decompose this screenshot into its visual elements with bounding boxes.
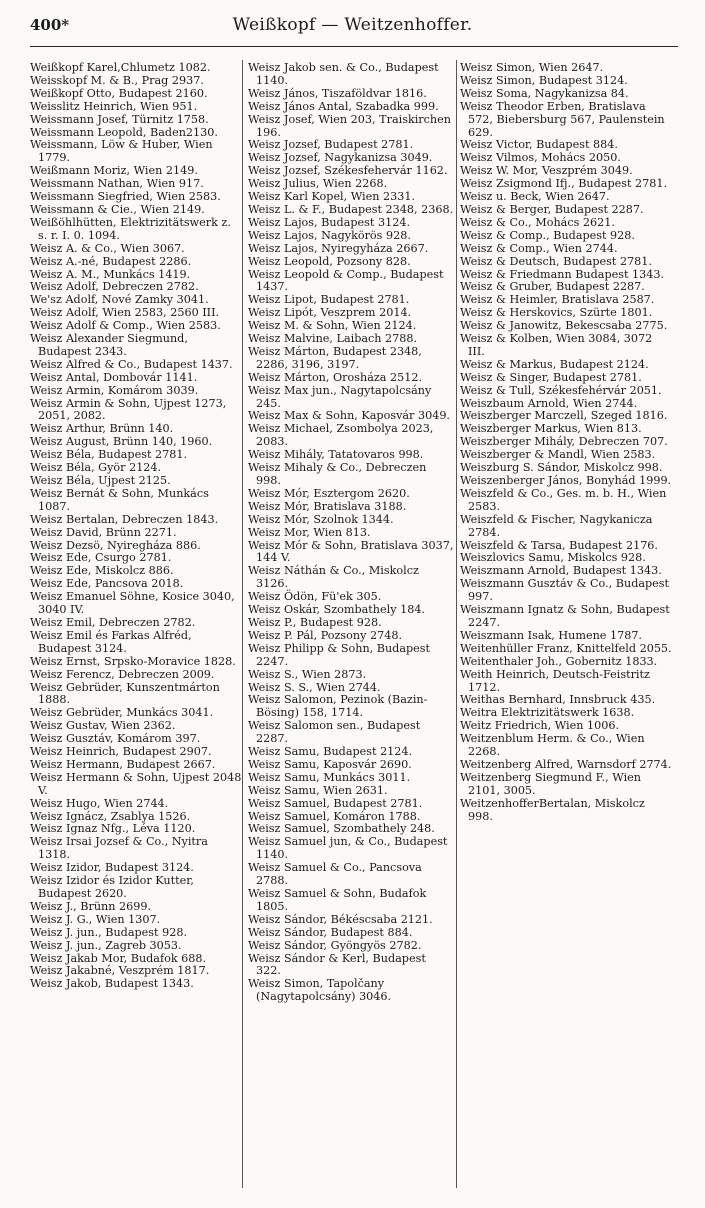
directory-entry: Weisz Vilmos, Mohács 2050. xyxy=(460,151,621,165)
directory-entry: Weissmann Josef, Türnitz 1758. xyxy=(30,112,209,126)
directory-entry: WeitzenhofferBertalan, Miskolcz 998. xyxy=(460,796,645,823)
directory-entry: Weisz & Comp., Wien 2744. xyxy=(460,241,618,255)
directory-entry: Weisz Dezsö, Nyiregháza 886. xyxy=(30,538,201,552)
directory-entry: Weisz Márton, Orosháza 2512. xyxy=(248,370,423,384)
directory-entry: Weisz M. & Sohn, Wien 2124. xyxy=(248,319,417,333)
directory-column-1 xyxy=(30,62,242,991)
header-rule xyxy=(30,46,678,47)
directory-entry: Weisz Jozsef, Nagykanizsa 3049. xyxy=(248,151,433,165)
directory-entry: Weiszberger Marczell, Szeged 1816. xyxy=(460,409,668,423)
directory-entry: Weisz & Heimler, Bratislava 2587. xyxy=(460,293,655,307)
directory-entry: Weisz Julius, Wien 2268. xyxy=(248,177,388,191)
directory-entry: Weisz Béla, Ujpest 2125. xyxy=(30,474,171,487)
directory-entry: Weisz David, Brünn 2271. xyxy=(30,525,177,539)
directory-entry: Weisz János, Tiszaföldvar 1816. xyxy=(248,86,427,100)
directory-entry: Weisz Bertalan, Debreczen 1843. xyxy=(30,512,219,526)
directory-entry: Weisz Sándor, Békéscsaba 2121. xyxy=(248,912,433,926)
directory-entry: Weisz A.-né, Budapest 2286. xyxy=(30,254,192,268)
directory-entry: Weisz Max jun., Nagytapolcsány 245. xyxy=(248,383,432,410)
directory-entry: Weisz Gebrüder, Kunszentmárton 1888. xyxy=(30,680,220,707)
directory-entry: Weisz János Antal, Szabadka 999. xyxy=(248,99,439,113)
directory-entry: Weisz Lajos, Nyiregyháza 2667. xyxy=(248,241,429,255)
directory-entry: Weisz August, Brünn 140, 1960. xyxy=(30,435,213,449)
directory-entry: Weisz Samuel & Co., Pancsova 2788. xyxy=(248,861,422,888)
directory-entry: Weisz Salomon sen., Budapest 2287. xyxy=(248,719,421,746)
directory-entry: Weisz Ede, Pancsova 2018. xyxy=(30,577,184,591)
directory-entry: Weissmann Siegfried, Wien 2583. xyxy=(30,190,221,204)
directory-entry: Weisz Jozsef, Székesfehervár 1162. xyxy=(248,164,448,178)
directory-entry: Weisz Adolf, Wien 2583, 2560 III. xyxy=(30,306,220,320)
directory-entry: Weisz W. Mor, Veszprém 3049. xyxy=(460,164,633,178)
directory-entry: Weisz Béla, Budapest 2781. xyxy=(30,448,188,462)
directory-entry: Weisz Emanuel Söhne, Kosice 3040, 3040 IV. xyxy=(30,590,235,617)
directory-entry: Weisz L. & F., Budapest 2348, 2368. xyxy=(248,202,454,216)
directory-entry: Weisz Bernát & Sohn, Munkács 1087. xyxy=(30,486,209,513)
directory-entry: Weisz Irsai Jozsef & Co., Nyitra 1318. xyxy=(30,835,208,862)
directory-entry: Weisz Adolf, Debreczen 2782. xyxy=(30,280,199,294)
directory-entry: Weisz & Comp., Budapest 928. xyxy=(460,228,635,242)
directory-entry: Weisz J., Brünn 2699. xyxy=(30,899,152,913)
directory-entry: Weisz Gebrüder, Munkács 3041. xyxy=(30,706,214,720)
directory-entry: Weiszmann Gusztáv & Co., Budapest 997. xyxy=(460,577,670,604)
directory-entry: Weisz Theodor Erben, Bratislava 572, Biebersburg 567, Paulenstein 629. xyxy=(460,99,665,139)
directory-entry: Weisz Sándor, Budapest 884. xyxy=(248,925,413,939)
directory-entry: Weisz S. S., Wien 2744. xyxy=(248,680,381,694)
directory-entry: Weisz A. M., Munkács 1419. xyxy=(30,267,191,281)
directory-entry: Weisz & Gruber, Budapest 2287. xyxy=(460,280,645,294)
directory-entry: Weiszberger Markus, Wien 813. xyxy=(460,422,642,436)
directory-entry: Weisz Ödön, Fü'ek 305. xyxy=(248,590,382,604)
directory-entry: Weisz Malvine, Laibach 2788. xyxy=(248,332,418,346)
directory-entry: Weissmann Leopold, Baden2130. xyxy=(30,125,218,139)
directory-entry: Weisz & Janowitz, Bekescsaba 2775. xyxy=(460,319,668,333)
directory-entry: Weisz & Friedmann Budapest 1343. xyxy=(460,267,665,281)
directory-entry: Weiszfeld & Tarsa, Budapest 2176. xyxy=(460,538,658,552)
directory-column-3 xyxy=(460,62,672,823)
column-divider xyxy=(456,60,457,1188)
directory-entry: Weisz J. jun., Zagreb 3053. xyxy=(30,938,182,952)
directory-entry: Weisz Jakab Mor, Budafok 688. xyxy=(30,951,207,965)
directory-entry: Weisz Mór, Bratislava 3188. xyxy=(248,499,407,513)
directory-entry: Weisz Sándor, Gyöngyös 2782. xyxy=(248,938,422,952)
directory-entry: Weisz Mór & Sohn, Bratislava 3037, 144 V. xyxy=(248,538,454,565)
directory-entry: Weisz Jakob sen. & Co., Budapest 1140. xyxy=(248,61,439,87)
directory-entry: Weisz Lajos, Nagykörös 928. xyxy=(248,228,411,242)
directory-entry: Weith Heinrich, Deutsch-Feistritz 1712. xyxy=(460,667,650,694)
directory-entry: Weisz Ede, Miskolcz 886. xyxy=(30,564,174,578)
directory-entry: Weiszberger & Mandl, Wien 2583. xyxy=(460,448,656,462)
directory-entry: Weisz Ferencz, Debreczen 2009. xyxy=(30,667,215,681)
directory-entry: We'sz Adolf, Nové Zamky 3041. xyxy=(30,293,209,307)
directory-entry: Weiszmann Isak, Humene 1787. xyxy=(460,628,642,642)
directory-entry: Weisz & Markus, Budapest 2124. xyxy=(460,357,649,371)
directory-entry: Weisz Mihály, Tatatovaros 998. xyxy=(248,448,424,462)
directory-entry: Weisz Simon, Tapolčany (Nagytapolcsány) 3046. xyxy=(248,977,392,1004)
directory-entry: Weiszburg S. Sándor, Miskolcz 998. xyxy=(460,461,663,475)
directory-entry: Weisz Salomon, Pezinok (Bazin-Bösing) 158, 1714. xyxy=(248,693,428,720)
directory-entry: Weisz P. Pál, Pozsony 2748. xyxy=(248,628,403,642)
directory-entry: Weisz & Kolben, Wien 3084, 3072 III. xyxy=(460,332,653,358)
directory-entry: Weisz S., Wien 2873. xyxy=(248,667,367,681)
directory-entry: Weissmann & Cie., Wien 2149. xyxy=(30,202,205,216)
directory-entry: Weisz Izidor, Budapest 3124. xyxy=(30,861,194,875)
column-divider xyxy=(242,60,243,1188)
directory-entry: Weisz Emil és Farkas Alfréd, Budapest 3124. xyxy=(30,628,192,655)
directory-entry: Weisz Samuel, Szombathely 248. xyxy=(248,822,435,836)
directory-entry: Weißöhlhütten, Elektrizitätswerk z. s. r. I. 0. 1094. xyxy=(30,215,231,242)
directory-entry: Weisz Gusztáv, Komárom 397. xyxy=(30,732,201,746)
directory-entry: Weisz Mór, Szolnok 1344. xyxy=(248,512,394,526)
directory-entry: Weisz Samuel jun, & Co., Budapest 1140. xyxy=(248,835,448,862)
directory-column-2 xyxy=(248,62,454,1004)
directory-entry: Weisz & Singer, Budapest 2781. xyxy=(460,370,642,384)
directory-entry: Weisz Samu, Wien 2631. xyxy=(248,783,388,797)
directory-entry: Weisz Leopold & Comp., Budapest 1437. xyxy=(248,267,444,294)
directory-entry: Weitzenberg Alfred, Warnsdorf 2774. xyxy=(460,757,672,771)
directory-entry: Weisz Victor, Budapest 884. xyxy=(460,138,618,152)
directory-entry: Weisz Armin, Komárom 3039. xyxy=(30,383,199,397)
directory-entry: Weisz Oskár, Szombathely 184. xyxy=(248,603,425,617)
page-number: 400* xyxy=(30,16,70,34)
directory-entry: Weisz Mór, Esztergom 2620. xyxy=(248,486,410,500)
directory-entry: Weiszenberger János, Bonyhád 1999. xyxy=(460,474,672,487)
directory-entry: Weisz Jakob, Budapest 1343. xyxy=(30,977,194,991)
directory-entry: Weisz Hugo, Wien 2744. xyxy=(30,796,169,810)
directory-entry: Weisz Hermann, Budapest 2667. xyxy=(30,757,216,771)
directory-entry: Weisz Izidor és Izidor Kutter, Budapest 2620. xyxy=(30,874,194,900)
directory-entry: Weissmann Nathan, Wien 917. xyxy=(30,177,204,191)
directory-entry: Weisz Jozsef, Budapest 2781. xyxy=(248,138,414,152)
directory-entry: Weisz Philipp & Sohn, Budapest 2247. xyxy=(248,641,431,668)
directory-entry: Weisz Alexander Siegmund, Budapest 2343. xyxy=(30,332,188,358)
directory-entry: Weisz Emil, Debreczen 2782. xyxy=(30,615,196,629)
directory-entry: Weitra Elektrizitätswerk 1638. xyxy=(460,706,635,720)
directory-entry: Weisz Jakabné, Veszprém 1817. xyxy=(30,964,210,978)
directory-entry: Weitzenberg Siegmund F., Wien 2101, 3005. xyxy=(460,770,642,797)
directory-entry: Weisz Karl Kopel, Wien 2331. xyxy=(248,190,416,204)
directory-entry: Weisz Mor, Wien 813. xyxy=(248,525,371,539)
directory-entry: Weisskopf M. & B., Prag 2937. xyxy=(30,73,204,87)
directory-entry: Weisz Soma, Nagykanizsa 84. xyxy=(460,86,629,100)
directory-entry: Weisz Gustav, Wien 2362. xyxy=(30,719,176,733)
directory-entry: Weisz J. G., Wien 1307. xyxy=(30,912,161,926)
directory-entry: Weiszlovics Samu, Miskolcs 928. xyxy=(460,551,646,565)
directory-entry: Weisz Hermann & Sohn, Ujpest 2048 V. xyxy=(30,770,242,797)
directory-entry: Weisz Márton, Budapest 2348, 2286, 3196, 3197. xyxy=(248,344,422,371)
directory-entry: Weiszmann Arnold, Budapest 1343. xyxy=(460,564,662,578)
directory-entry: Weiszberger Mihály, Debreczen 707. xyxy=(460,435,668,449)
directory-entry: Weitz Friedrich, Wien 1006. xyxy=(460,719,620,733)
directory-entry: Weisz & Deutsch, Budapest 2781. xyxy=(460,254,652,268)
directory-entry: Weisz Sándor & Kerl, Budapest 322. xyxy=(248,951,426,978)
directory-entry: Weisz Josef, Wien 203, Traiskirchen 196. xyxy=(248,112,451,139)
directory-entry: Weisz Adolf & Comp., Wien 2583. xyxy=(30,319,221,333)
directory-entry: Weiszfeld & Fischer, Nagykanicza 2784. xyxy=(460,512,653,539)
page-header xyxy=(0,0,705,46)
directory-entry: Weisz Mihaly & Co., Debreczen 998. xyxy=(248,461,427,487)
directory-entry: Weisz Armin & Sohn, Ujpest 1273, 2051, 2082. xyxy=(30,396,227,423)
directory-entry: Weisz Zsigmond Ifj., Budapest 2781. xyxy=(460,177,668,191)
directory-entry: Weiszbaum Arnold, Wien 2744. xyxy=(460,396,638,410)
directory-entry: Weisslitz Heinrich, Wien 951. xyxy=(30,99,198,113)
directory-entry: Weisz Michael, Zsombolya 2023, 2083. xyxy=(248,422,434,449)
directory-entry: Weisz Ignácz, Zsablya 1526. xyxy=(30,809,191,823)
directory-entry: Weisz Samu, Budapest 2124. xyxy=(248,745,413,759)
directory-entry: Weissmann, Löw & Huber, Wien 1779. xyxy=(30,138,213,165)
directory-entry: Weisz P., Budapest 928. xyxy=(248,615,382,629)
directory-entry: Weisz Samu, Kaposvár 2690. xyxy=(248,757,412,771)
directory-entry: Weisz u. Beck, Wien 2647. xyxy=(460,190,610,204)
directory-entry: Weisz Simon, Wien 2647. xyxy=(460,61,604,74)
directory-entry: Weisz Leopold, Pozsony 828. xyxy=(248,254,411,268)
directory-entry: Weisz Antal, Dombovár 1141. xyxy=(30,370,198,384)
directory-entry: Weitenhüller Franz, Knittelfeld 2055. xyxy=(460,641,672,655)
directory-entry: Weisz Ernst, Srpsko-Moravice 1828. xyxy=(30,654,236,668)
directory-entry: Weiszfeld & Co., Ges. m. b. H., Wien 2583. xyxy=(460,486,667,513)
directory-entry: Weisz Samu, Munkács 3011. xyxy=(248,770,411,784)
directory-entry: Weisz Arthur, Brünn 140. xyxy=(30,422,174,436)
directory-entry: Weisz Samuel, Budapest 2781. xyxy=(248,796,423,810)
directory-entry: Weisz Alfred & Co., Budapest 1437. xyxy=(30,357,233,371)
directory-entry: Weißmann Moriz, Wien 2149. xyxy=(30,164,198,178)
directory-entry: Weißkopf Karel,Chlumetz 1082. xyxy=(30,61,211,74)
directory-entry: Weisz Béla, Györ 2124. xyxy=(30,461,162,475)
running-head: Weißkopf — Weitzenhoffer. xyxy=(232,15,473,35)
directory-entry: Weitenthaler Joh., Gobernitz 1833. xyxy=(460,654,658,668)
directory-entry: Weitzenblum Herm. & Co., Wien 2268. xyxy=(460,732,645,759)
directory-entry: Weisz & Tull, Székesfehérvár 2051. xyxy=(460,383,662,397)
directory-entry: Weißkopf Otto, Budapest 2160. xyxy=(30,86,208,100)
directory-entry: Weisz Ede, Csurgo 2781. xyxy=(30,551,172,565)
directory-entry: Weisz & Co., Mohács 2621. xyxy=(460,215,615,229)
directory-entry: Weisz Lajos, Budapest 3124. xyxy=(248,215,410,229)
directory-entry: Weisz Lipot, Budapest 2781. xyxy=(248,293,410,307)
directory-entry: Weisz Heinrich, Budapest 2907. xyxy=(30,745,212,759)
directory-entry: Weisz & Herskovics, Szürte 1801. xyxy=(460,306,653,320)
directory-entry: Weiszmann Ignatz & Sohn, Budapest 2247. xyxy=(460,603,670,629)
directory-entry: Weisz Samuel & Sohn, Budafok 1805. xyxy=(248,887,427,913)
directory-entry: Weisz Ignaz Nfg., Léva 1120. xyxy=(30,822,196,836)
directory-entry: Weithas Bernhard, Innsbruck 435. xyxy=(460,693,656,707)
directory-entry: Weisz Lipót, Veszprem 2014. xyxy=(248,306,412,320)
directory-entry: Weisz J. jun., Budapest 928. xyxy=(30,925,187,939)
directory-entry: Weisz Náthán & Co., Miskolcz 3126. xyxy=(248,564,419,591)
directory-entry: Weisz & Berger, Budapest 2287. xyxy=(460,202,644,216)
directory-entry: Weisz Max & Sohn, Kaposvár 3049. xyxy=(248,409,450,423)
directory-entry: Weisz A. & Co., Wien 3067. xyxy=(30,241,185,255)
directory-entry: Weisz Simon, Budapest 3124. xyxy=(460,73,628,87)
directory-entry: Weisz Samuel, Komáron 1788. xyxy=(248,809,421,823)
